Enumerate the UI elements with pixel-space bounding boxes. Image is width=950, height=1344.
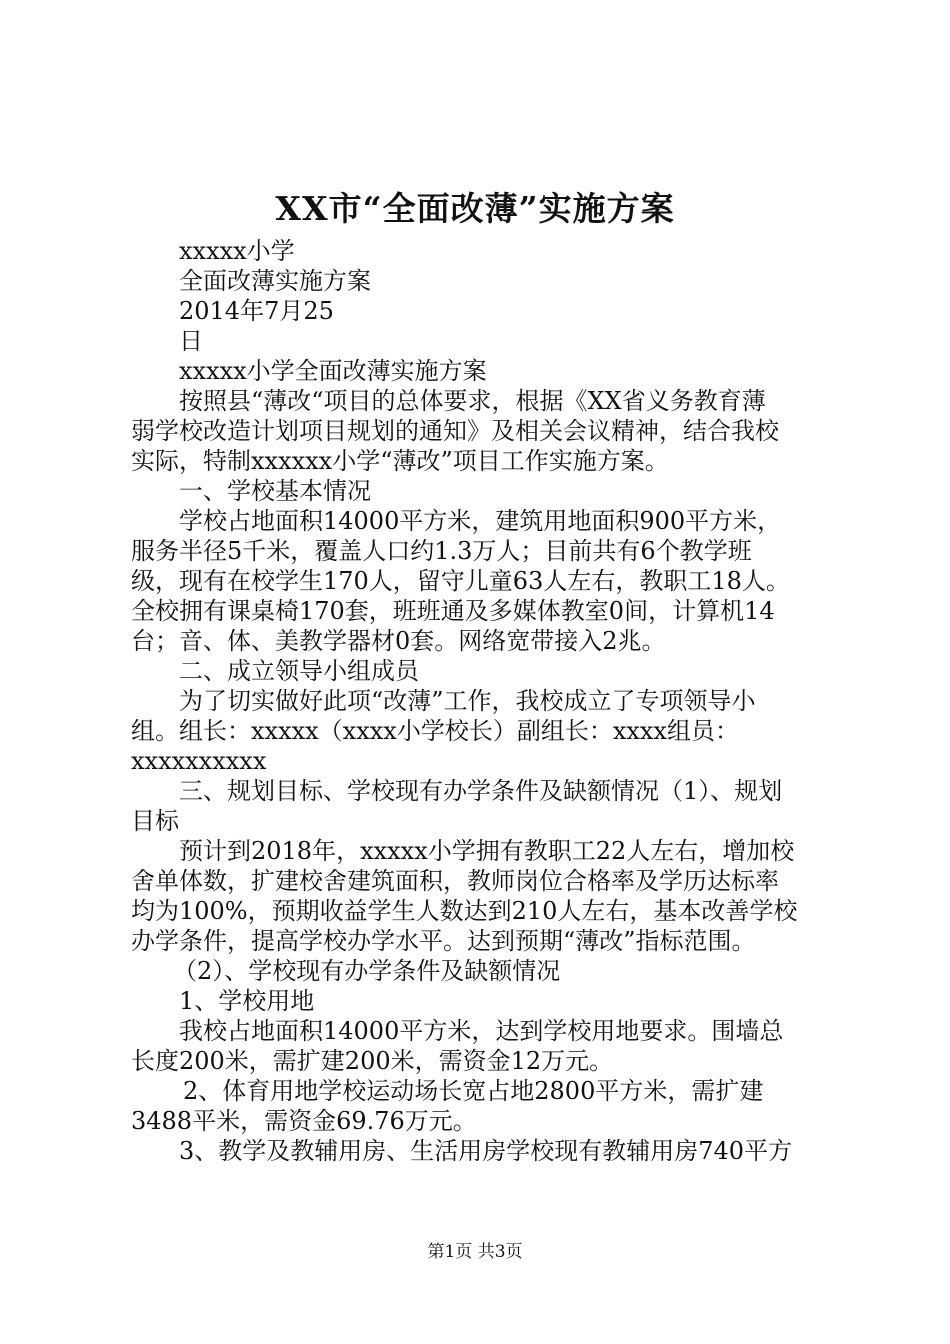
section-1-paragraph-line: 学校占地面积14000平方米，建筑用地面积900平方米， — [179, 507, 782, 535]
section-3-paragraph-line: 均为100%，预期收益学生人数达到210人左右，基本改善学校 — [131, 897, 798, 925]
section-heading-3-cont: 目标 — [131, 807, 179, 835]
section-heading-3: 三、规划目标、学校现有办学条件及缺额情况（1）、规划 — [179, 777, 783, 805]
section-2-paragraph-line: xxxxxxxxxx — [131, 747, 267, 775]
date-line-day: 日 — [179, 327, 203, 355]
section-1-paragraph-line: 台；音、体、美教学器材0套。网络宽带接入2兆。 — [131, 627, 666, 655]
section-3-paragraph-line: 舍单体数，扩建校舍建筑面积，教师岗位合格率及学历达标率 — [131, 867, 779, 895]
section-1-paragraph-line: 服务半径5千米，覆盖人口约1.3万人；目前共有6个教学班 — [131, 537, 752, 565]
item-3-paragraph-line: 3、教学及教辅用房、生活用房学校现有教辅用房740平方 — [179, 1137, 793, 1165]
subsection-heading-2: （2）、学校现有办学条件及缺额情况 — [173, 957, 561, 985]
item-2-paragraph-line: 3488平米，需资金69.76万元。 — [131, 1107, 477, 1135]
intro-paragraph-line: 按照县“薄改“项目的总体要求，根据《XX省义务教育薄 — [179, 387, 766, 415]
section-2-paragraph-line: 为了切实做好此项“改薄”工作，我校成立了专项领导小 — [179, 687, 756, 715]
intro-paragraph-line: 弱学校改造计划项目规划的通知》及相关会议精神，结合我校 — [131, 417, 779, 445]
document-body — [131, 236, 835, 1166]
school-name-line: xxxxx小学 — [179, 237, 295, 265]
item-1-paragraph-line: 长度200米，需扩建200米，需资金12万元。 — [131, 1047, 614, 1075]
section-3-paragraph-line: 办学条件，提高学校办学水平。达到预期“薄改”指标范围。 — [131, 927, 756, 955]
section-heading-1: 一、学校基本情况 — [179, 477, 371, 505]
section-2-paragraph-line: 组。组长：xxxxx（xxxx小学校长）副组长：xxxx组员： — [131, 717, 739, 745]
plan-heading: xxxxx小学全面改薄实施方案 — [179, 357, 487, 385]
plan-name-line: 全面改薄实施方案 — [179, 267, 371, 295]
section-1-paragraph-line: 全校拥有课桌椅170套，班班通及多媒体教室0间，计算机14 — [131, 597, 775, 625]
section-heading-2: 二、成立领导小组成员 — [179, 657, 419, 685]
item-heading-1: 1、学校用地 — [179, 987, 315, 1015]
document-title: XX市“全面改薄”实施方案 — [275, 189, 675, 228]
section-3-paragraph-line: 预计到2018年，xxxxx小学拥有教职工22人左右，增加校 — [179, 837, 795, 865]
section-1-paragraph-line: 级，现有在校学生170人，留守儿童63人左右，教职工18人。 — [131, 567, 790, 595]
item-1-paragraph-line: 我校占地面积14000平方米，达到学校用地要求。围墙总 — [179, 1017, 784, 1045]
intro-paragraph-line: 实际，特制xxxxxx小学“薄改”项目工作实施方案。 — [131, 447, 669, 475]
page-footer: 第1页 共3页 — [427, 1242, 523, 1262]
date-line: 2014年7月25 — [179, 297, 334, 325]
item-2-paragraph-line: 2、体育用地学校运动场长宽占地2800平方米，需扩建 — [183, 1077, 764, 1105]
